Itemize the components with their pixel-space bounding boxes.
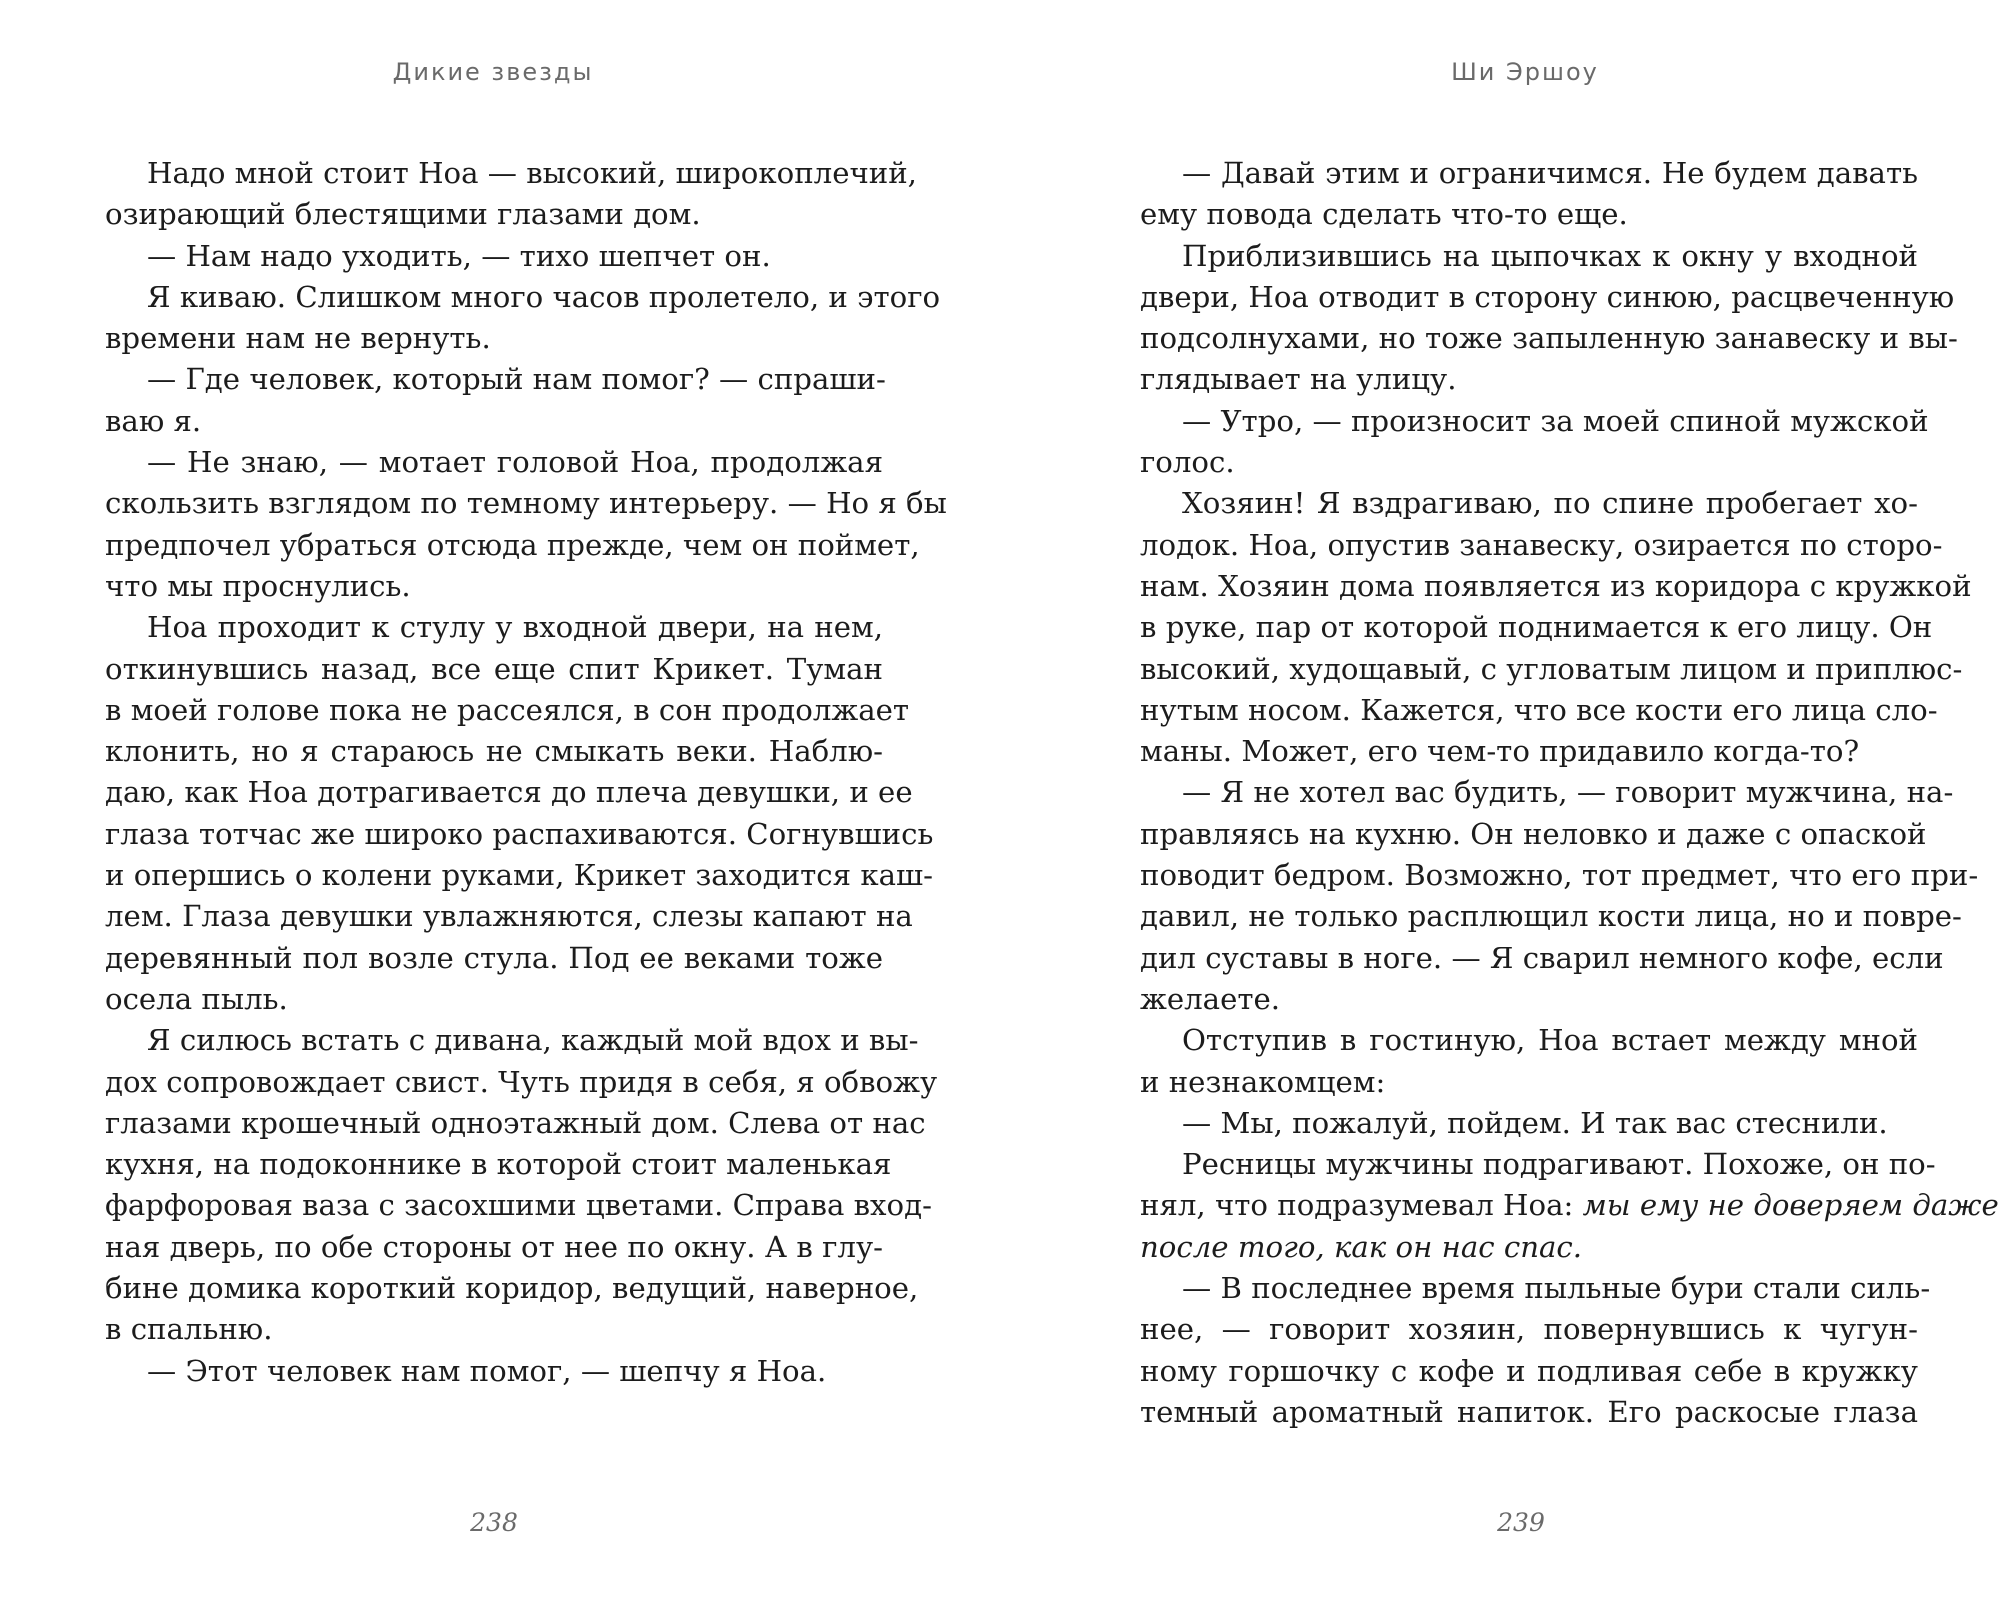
text-line-content: озирающий блестящими глазами дом.	[105, 197, 701, 232]
text-line-content: Хозяин! Я вздрагиваю, по спине пробегает хо-	[1182, 486, 1918, 521]
text-line-content: — Не знаю, — мотает головой Ноа, продолжая	[147, 445, 883, 480]
text-line	[105, 772, 913, 813]
text-line-content: в моей голове пока не рассеялся, в сон продолжает	[105, 692, 910, 727]
text-line-content: поводит бедром. Возможно, тот предмет, что его при-	[1140, 858, 1979, 893]
text-line-content: Я киваю. Слишком много часов пролетело, и этого	[147, 279, 941, 314]
text-line-content: лем. Глаза девушки увлажняются, слезы капают на	[105, 899, 913, 934]
text-line-content: что мы проснулись.	[105, 568, 411, 603]
text-line	[105, 938, 883, 979]
page-number: 239	[1497, 1508, 1545, 1537]
text-line	[105, 1020, 919, 1061]
right-page-text	[1140, 153, 1999, 1433]
text-line	[105, 896, 913, 937]
text-line-content: и опершись о колени руками, Крикет заходится каш-	[105, 858, 933, 893]
text-line	[1140, 442, 1918, 483]
text-line	[1140, 1392, 1918, 1433]
text-line	[105, 607, 883, 648]
text-line-content: подсолнухами, но тоже запыленную занавеску и вы-	[1140, 321, 1958, 356]
text-line-content: Приблизившись на цыпочках к окну у входной	[1182, 238, 1918, 273]
text-line	[105, 359, 886, 400]
text-line-content: желаете.	[1140, 981, 1281, 1016]
text-line-content: даю, как Ноа дотрагивается до плеча девушки, и ее	[105, 775, 913, 810]
text-line-content: двери, Ноа отводит в сторону синюю, расцвеченную	[1140, 279, 1955, 314]
text-line-content: и незнакомцем:	[1140, 1064, 1386, 1099]
text-line	[105, 153, 917, 194]
text-line-content: голос.	[1140, 445, 1235, 480]
text-line	[105, 236, 883, 277]
text-line	[1140, 896, 1962, 937]
text-line-content: — Нам надо уходить, — тихо шепчет он.	[147, 238, 771, 273]
text-line-content: фарфоровая ваза с засохшими цветами. Справа вход-	[105, 1188, 932, 1223]
text-line	[105, 979, 883, 1020]
text-line-content: в спальню.	[105, 1312, 273, 1347]
text-line	[1140, 1185, 1999, 1226]
text-line	[1140, 401, 1929, 442]
text-line-content: в руке, пар от которой поднимается к его лицу. Он	[1140, 610, 1933, 645]
text-line-content: ему повода сделать что-то еще.	[1140, 197, 1628, 232]
text-line	[105, 1309, 883, 1350]
text-line	[1140, 690, 1938, 731]
text-line	[1140, 772, 1954, 813]
text-line-content: давил, не только расплющил кости лица, но и повре-	[1140, 899, 1962, 934]
left-page-text	[105, 153, 947, 1392]
text-line	[1140, 525, 1943, 566]
text-line	[1140, 607, 1933, 648]
text-line-content: Я силюсь встать с дивана, каждый мой вдох и вы-	[147, 1023, 919, 1058]
text-line-content: лодок. Ноа, опустив занавеску, озирается по сторо-	[1140, 527, 1943, 562]
text-line-content: дил суставы в ноге. — Я сварил немного кофе, если	[1140, 940, 1944, 975]
text-line-content: времени нам не вернуть.	[105, 321, 491, 356]
text-line-content: ваю я.	[105, 403, 202, 438]
text-line	[105, 277, 941, 318]
text-line	[105, 566, 883, 607]
text-line-content: Ресницы мужчины подрагивают. Похоже, он по-	[1182, 1147, 1936, 1182]
text-line	[105, 1062, 938, 1103]
text-line	[105, 525, 920, 566]
text-line-content: предпочел убраться отсюда прежде, чем он поймет,	[105, 527, 920, 562]
text-line	[1140, 1309, 1918, 1350]
text-line-content: темный ароматный напиток. Его раскосые глаза	[1140, 1394, 1918, 1429]
text-line	[105, 1144, 892, 1185]
text-line-content: глядывает на улицу.	[1140, 362, 1457, 397]
text-line	[1140, 731, 1918, 772]
text-line	[1140, 855, 1979, 896]
text-line-content: ная дверь, по обе стороны от нее по окну. А в глу-	[105, 1229, 883, 1264]
text-line-content: деревянный пол возле стула. Под ее веками тоже	[105, 940, 883, 975]
text-line-content: высокий, худощавый, с угловатым лицом и приплюс-	[1140, 651, 1963, 686]
text-line-content: ному горшочку с кофе и подливая себе в кружку	[1140, 1353, 1918, 1388]
text-line	[1140, 1062, 1918, 1103]
text-line	[105, 1103, 926, 1144]
text-line	[1140, 359, 1918, 400]
text-line-content: бине домика короткий коридор, ведущий, наверное,	[105, 1271, 919, 1306]
text-line-content: нее, — говорит хозяин, повернувшись к чугун-	[1140, 1312, 1918, 1347]
text-line-content: нял, что подразумевал Ноа:	[1140, 1188, 1583, 1223]
text-line-content: маны. Может, его чем-то придавило когда-то?	[1140, 734, 1860, 769]
text-line	[1140, 318, 1958, 359]
text-line	[105, 1268, 919, 1309]
text-line-content: осела пыль.	[105, 981, 288, 1016]
text-line	[105, 401, 883, 442]
text-line-content: — Давай этим и ограничимся. Не будем давать	[1182, 156, 1918, 190]
text-line	[105, 483, 947, 524]
right-page	[1000, 0, 2000, 1600]
text-line	[1140, 938, 1944, 979]
text-line-content: — Мы, пожалуй, пойдем. И так вас стеснили.	[1182, 1105, 1888, 1140]
text-line-content: дох сопровождает свист. Чуть придя в себя, я обвожу	[105, 1064, 938, 1099]
text-line-content: глазами крошечный одноэтажный дом. Слева от нас	[105, 1105, 926, 1140]
text-line-content: — Этот человек нам помог, — шепчу я Ноа.	[147, 1353, 827, 1388]
text-line	[105, 1351, 883, 1392]
text-line-content: — В последнее время пыльные бури стали силь-	[1182, 1271, 1931, 1306]
text-line	[1140, 649, 1963, 690]
text-line	[105, 731, 883, 772]
text-line	[1140, 1144, 1936, 1185]
text-line	[105, 814, 934, 855]
text-line-content: — Где человек, который нам помог? — спраши-	[147, 362, 886, 397]
italic-text: мы ему не доверяем даже	[1582, 1188, 1999, 1223]
text-line-content: — Я не хотел вас будить, — говорит мужчина, на-	[1182, 775, 1954, 810]
text-line	[1140, 1227, 1918, 1268]
text-line-content: Отступив в гостиную, Ноа встает между мной	[1182, 1023, 1918, 1058]
running-head-book-title: Дикие звезды	[392, 58, 594, 86]
text-line	[1140, 814, 1927, 855]
text-line	[1140, 1020, 1918, 1061]
text-line-content: нам. Хозяин дома появляется из коридора с кружкой	[1140, 568, 1972, 603]
text-line-content: откинувшись назад, все еще спит Крикет. Туман	[105, 651, 883, 686]
text-line	[105, 855, 933, 896]
text-line-content: глаза тотчас же широко распахиваются. Согнувшись	[105, 816, 934, 851]
text-line	[105, 442, 883, 483]
text-line-content: — Утро, — произносит за моей спиной мужской	[1182, 403, 1929, 438]
text-line	[1140, 1268, 1931, 1309]
text-line	[1140, 153, 1918, 194]
page-number: 238	[470, 1508, 518, 1537]
text-line	[105, 1185, 932, 1226]
text-line	[105, 318, 883, 359]
italic-text: после того, как он нас спас.	[1140, 1229, 1583, 1264]
text-line-content: нутым носом. Кажется, что все кости его лица сло-	[1140, 692, 1938, 727]
text-line	[1140, 979, 1918, 1020]
text-line-content: Надо мной стоит Ноа — высокий, широкоплечий,	[147, 156, 917, 190]
text-line	[1140, 1103, 1918, 1144]
text-line	[1140, 566, 1972, 607]
text-line	[1140, 277, 1955, 318]
running-head-author: Ши Эршоу	[1451, 58, 1599, 86]
text-line-content: клонить, но я стараюсь не смыкать веки. Наблю-	[105, 734, 883, 769]
text-line-content: правляясь на кухню. Он неловко и даже с опаской	[1140, 816, 1927, 851]
text-line	[105, 194, 883, 235]
text-line	[1140, 194, 1918, 235]
text-line	[105, 1227, 883, 1268]
text-line-content: Ноа проходит к стулу у входной двери, на нем,	[147, 610, 883, 645]
text-line	[1140, 1351, 1918, 1392]
text-line	[105, 690, 910, 731]
text-line-content: скользить взглядом по темному интерьеру. — Но я бы	[105, 486, 947, 521]
text-line	[1140, 483, 1918, 524]
text-line	[105, 649, 883, 690]
text-line-content: кухня, на подоконнике в которой стоит маленькая	[105, 1147, 892, 1182]
text-line	[1140, 236, 1918, 277]
